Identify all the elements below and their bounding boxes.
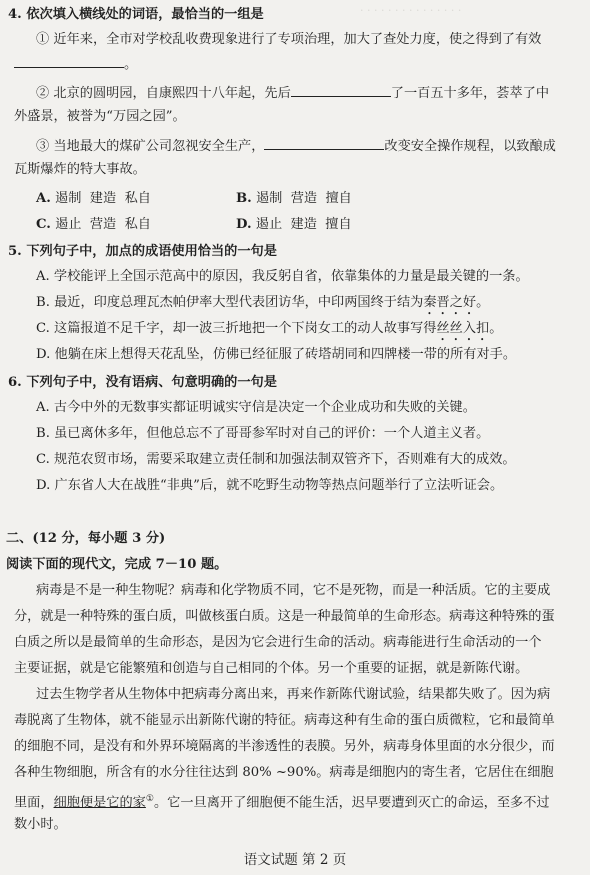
passage-line: 主要证据，就是它能繁殖和创造与自己相同的个体。另一个重要的证据，就是新陈代谢。 xyxy=(14,661,529,676)
q4-option-c: C. 遏止 营造 私自 xyxy=(36,217,151,232)
passage-line: 毒脱离了生物体，就不能显示出新陈代谢的特征。病毒这种有生命的蛋白质微粒，它和最简单 xyxy=(14,713,555,728)
question-5-stem: 5. 下列句子中，加点的成语使用恰当的一句是 xyxy=(8,244,277,259)
answer-blank xyxy=(264,137,384,150)
q6-option-a: A. 古今中外的无数事实都证明诚实守信是决定一个企业成功和失败的关键。 xyxy=(36,400,476,415)
passage-line: 过去生物学者从生物体中把病毒分离出来，再来作新陈代谢试验，结果都失败了。因为病 xyxy=(36,687,551,702)
q4-sentence-3-cont: 瓦斯爆炸的特大事故。 xyxy=(14,162,146,177)
q4-option-a: A. 遏制 建造 私自 xyxy=(36,191,151,206)
q4-sentence-2: ② 北京的圆明园，自康熙四十八年起，先后 了一百五十多年，荟萃了中 xyxy=(36,86,550,101)
passage-line: 各种生物细胞，所含有的水分往往达到 80% ~90%。病毒是细胞内的寄生者，它居住在细胞 xyxy=(14,765,554,780)
q4-sentence-3: ③ 当地最大的煤矿公司忽视安全生产， 改变安全操作规程，以致酿成 xyxy=(36,139,556,154)
underlined-phrase: 细胞便是它的家 xyxy=(53,795,146,811)
q4-sentence-2-cont: 外盛景，被誉为“万园之园”。 xyxy=(14,109,186,124)
q4-option-b: B. 遏制 营造 擅自 xyxy=(236,191,352,206)
question-4-stem: 4. 依次填入横线处的词语，最恰当的一组是 xyxy=(8,7,264,22)
passage-line: 的细胞不同，是没有和外界环境隔离的半渗透性的表膜。另外，病毒身体里面的水分很少，而 xyxy=(14,739,555,754)
footnote-marker: ① xyxy=(145,794,154,804)
q4-sentence-1: ① 近年来，全市对学校乱收费现象进行了专项治理，加大了查处力度，使之得到了有效 xyxy=(36,32,542,47)
dotted-idiom: 丝丝入扣 xyxy=(436,321,490,336)
passage-line: 里面，细胞便是它的家①。它一旦离开了细胞便不能生活，迟早要遭到灭亡的命运，至多不过 xyxy=(14,794,550,811)
answer-blank xyxy=(291,84,391,97)
passage-line: 白质之所以是最简单的生命形态，是因为它会进行生命的活动。病毒能进行生命活动的一个 xyxy=(14,635,542,650)
section-2-heading: 二、(12 分，每小题 3 分) xyxy=(6,531,166,546)
page-footer: 语文试题 第 2 页 xyxy=(243,852,347,868)
q6-option-b: B. 虽已离休多年，但他总忘不了哥哥参军时对自己的评价：一个人道主义者。 xyxy=(36,426,490,441)
question-6-stem: 6. 下列句子中，没有语病、句意明确的一句是 xyxy=(8,375,277,390)
q5-option-c: C. 这篇报道不足千字，却一波三折地把一个下岗女工的动人故事写得丝丝入扣。 xyxy=(36,321,503,336)
passage-line: 数小时。 xyxy=(14,817,67,832)
q5-option-b: B. 最近，印度总理瓦杰帕伊率大型代表团访华，中印两国终于结为秦晋之好。 xyxy=(36,295,490,310)
q4-option-d: D. 遏止 建造 擅自 xyxy=(236,217,352,232)
answer-blank xyxy=(14,55,124,68)
reading-instruction: 阅读下面的现代文，完成 7－10 题。 xyxy=(6,557,228,572)
q4-sentence-1-blank-line: 。 xyxy=(14,55,137,74)
q6-option-d: D. 广东省人大在战胜“非典”后，就不吃野生动物等热点问题举行了立法听证会。 xyxy=(36,478,504,493)
q5-option-a: A. 学校能评上全国示范高中的原因，我反躬自省，依靠集体的力量是最关键的一条。 xyxy=(36,269,529,284)
q5-option-d: D. 他躺在床上想得天花乱坠，仿佛已经征服了砖塔胡同和四牌楼一带的所有对手。 xyxy=(36,347,517,362)
q6-option-c: C. 规范农贸市场，需要采取建立责任制和加强法制双管齐下，否则难有大的成效。 xyxy=(36,452,516,467)
dotted-idiom: 秦晋之好 xyxy=(423,295,477,310)
bleed-through-text: · · · · · · · · · · · · · · · xyxy=(360,4,462,17)
passage-line: 病毒是不是一种生物呢？病毒和化学物质不同，它不是死物，而是一种活质。它的主要成 xyxy=(36,583,551,598)
passage-line: 分，就是一种特殊的蛋白质，叫做核蛋白质。这是一种最简单的生命形态。病毒这种特殊的蛋 xyxy=(14,609,555,624)
